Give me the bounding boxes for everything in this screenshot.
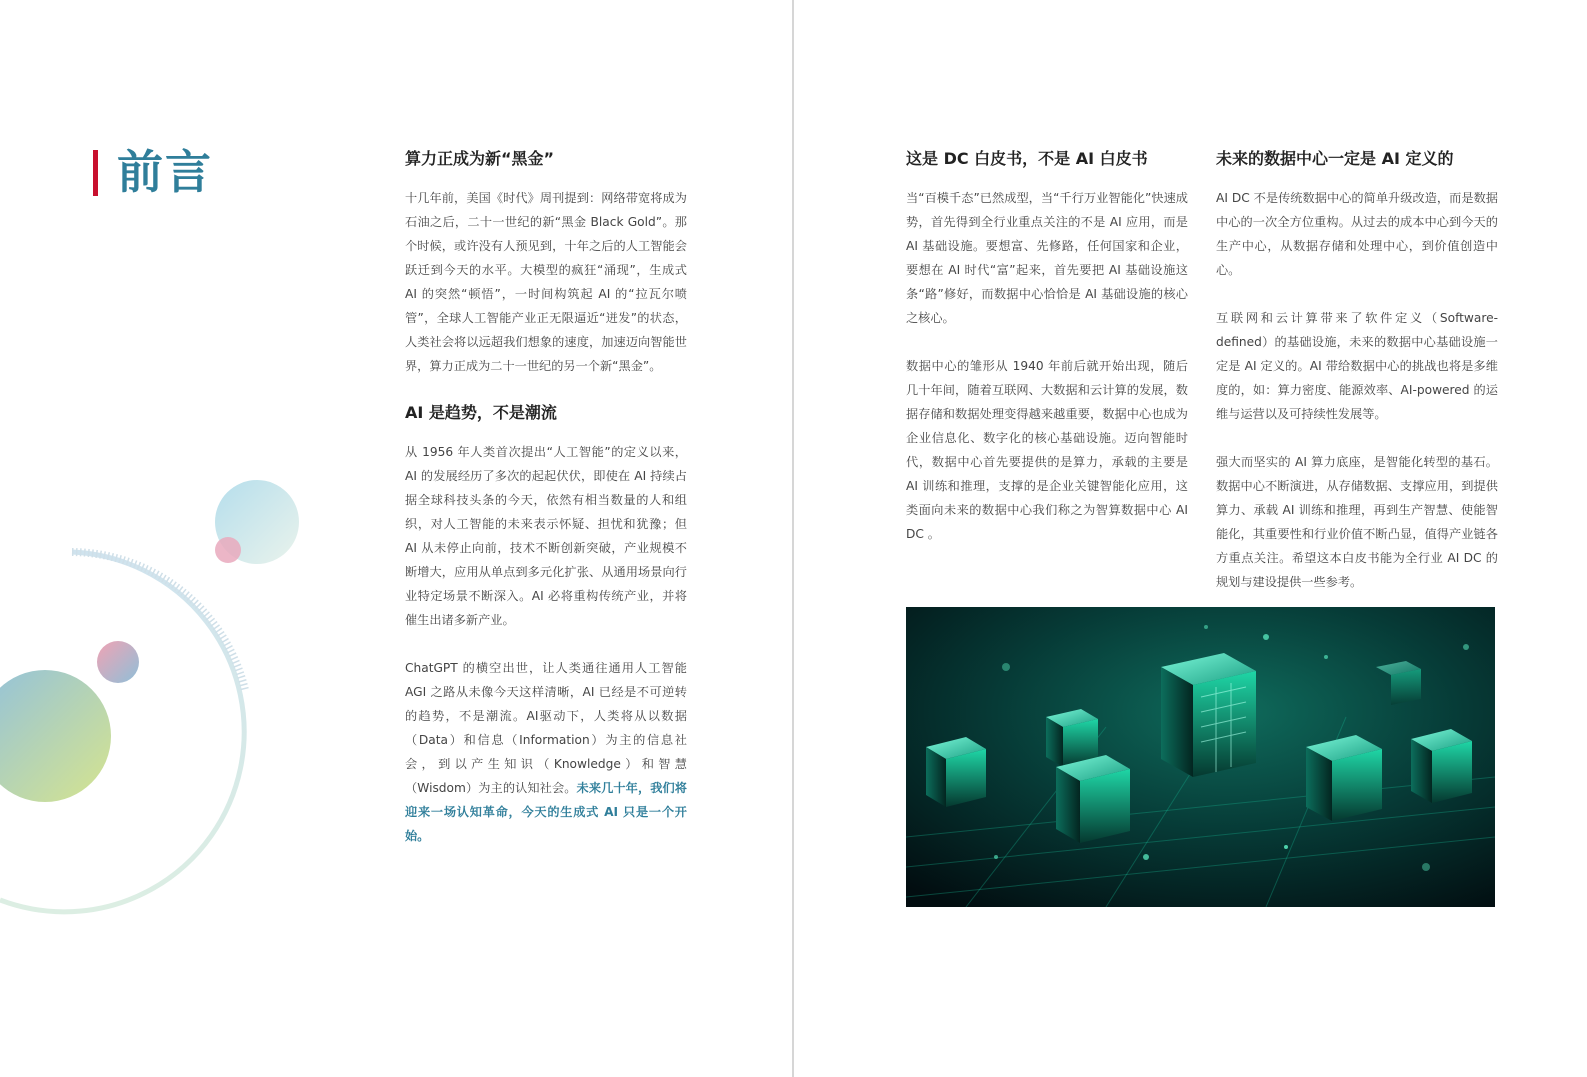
section-body-black-gold: 十几年前，美国《时代》周刊提到：网络带宽将成为石油之后，二十一世纪的新“黑金 Black Gold”。那个时候，或许没有人预见到，十年之后的人工智能会跃迁到今天的水平。大模型的疯狂“涌现”，生成式 AI 的突然“顿悟”，一时间构筑起 AI 的“拉瓦尔喷管”，全球人工智能产业正无限逼近“迸发”的状态，人类社会将以远超我们想象的速度，加速迈向智能世界，算力正成为二十一世纪的另一个新“黑金”。 xyxy=(405,191,687,373)
circuit-cubes-illustration xyxy=(906,607,1495,907)
section-body-ai-trend-2 xyxy=(405,656,687,848)
decor-circle-pink xyxy=(97,641,139,683)
page-gutter xyxy=(792,0,794,1077)
section-body-dc-whitepaper-1: 当“百模千态”已然成型，当“千行万业智能化”快速成势，首先得到全行业重点关注的不是 AI 应用，而是 AI 基础设施。要想富、先修路，任何国家和企业，要想在 AI 时代“富”起来，首先要把 AI 基础设施这条“路”修好，而数据中心恰恰是 AI 基础设施的核心之核心。 xyxy=(906,191,1188,325)
section-body-ai-trend-2-text: ChatGPT 的横空出世，让人类通往通用人工智能 AGI 之路从未像今天这样清晰，AI 已经是不可逆转的趋势，不是潮流。AI驱动下，人类将从以数据（Data）和信息（Information）为主的信息社会，到以产生知识（Knowledge）和智慧（Wisdom）为主的认知社会。 xyxy=(405,661,687,795)
decor-arc-ticks xyxy=(72,552,245,690)
section-body-ai-trend: 从 1956 年人类首次提出“人工智能”的定义以来，AI 的发展经历了多次的起起伏伏，即使在 AI 持续占据全球科技头条的今天，依然有相当数量的人和组织，对人工智能的未来表示怀疑、担忧和犹豫；但 AI 从未停止向前，技术不断创新突破，产业规模不断增大，应用从单点到多元化扩张、从通用场景向行业特定场景不断深入。AI 必将重构传统产业，并将催生出诸多新产业。 xyxy=(405,445,687,627)
decorative-circles xyxy=(0,470,320,930)
title-accent-bar xyxy=(93,150,98,196)
decor-circle-small-pink xyxy=(215,537,241,563)
highlighted-statement: 未来几十年，我们将迎来一场认知革命，今天的生成式 AI 只是一个开始。 xyxy=(405,781,687,843)
section-body-ai-defined-dc-1: AI DC 不是传统数据中心的简单升级改造，而是数据中心的一次全方位重构。从过去的成本中心到今天的生产中心，从数据存储和处理中心，到价值创造中心。 xyxy=(1216,191,1498,277)
section-body-dc-whitepaper-2: 数据中心的雏形从 1940 年前后就开始出现，随后几十年间，随着互联网、大数据和云计算的发展，数据存储和数据处理变得越来越重要，数据中心也成为企业信息化、数字化的核心基础设施。迈向智能时代，数据中心首先要提供的是算力，承载的主要是 AI 训练和推理，支撑的是企业关键智能化应用，这类面向未来的数据中心我们称之为智算数据中心 AI DC 。 xyxy=(906,359,1188,541)
middle-text-column xyxy=(906,148,1188,570)
decor-circle-large xyxy=(0,670,111,802)
left-text-column xyxy=(405,148,687,872)
section-heading-dc-whitepaper: 这是 DC 白皮书，不是 AI 白皮书 xyxy=(906,149,1148,168)
right-text-column xyxy=(1216,148,1498,618)
page-title: 前言 xyxy=(117,145,213,199)
section-heading-black-gold: 算力正成为新“黑金” xyxy=(405,149,555,168)
section-body-ai-defined-dc-2: 互联网和云计算带来了软件定义（Software-defined）的基础设施，未来的数据中心基础设施一定是 AI 定义的。AI 带给数据中心的挑战也将是多维度的，如：算力密度、能源效率、AI-powered 的运维与运营以及可持续性发展等。 xyxy=(1216,311,1498,421)
section-heading-ai-defined-dc: 未来的数据中心一定是 AI 定义的 xyxy=(1216,149,1454,168)
datacenter-hero-image xyxy=(906,607,1495,907)
section-heading-ai-trend: AI 是趋势，不是潮流 xyxy=(405,403,557,422)
section-body-ai-defined-dc-3: 强大而坚实的 AI 算力底座，是智能化转型的基石。数据中心不断演进，从存储数据、支撑应用，到提供算力、承载 AI 训练和推理，再到生产智慧、使能智能化，其重要性和行业价值不断凸显，值得产业链各方重点关注。希望这本白皮书能为全行业 AI DC 的规划与建设提供一些参考。 xyxy=(1216,455,1498,589)
